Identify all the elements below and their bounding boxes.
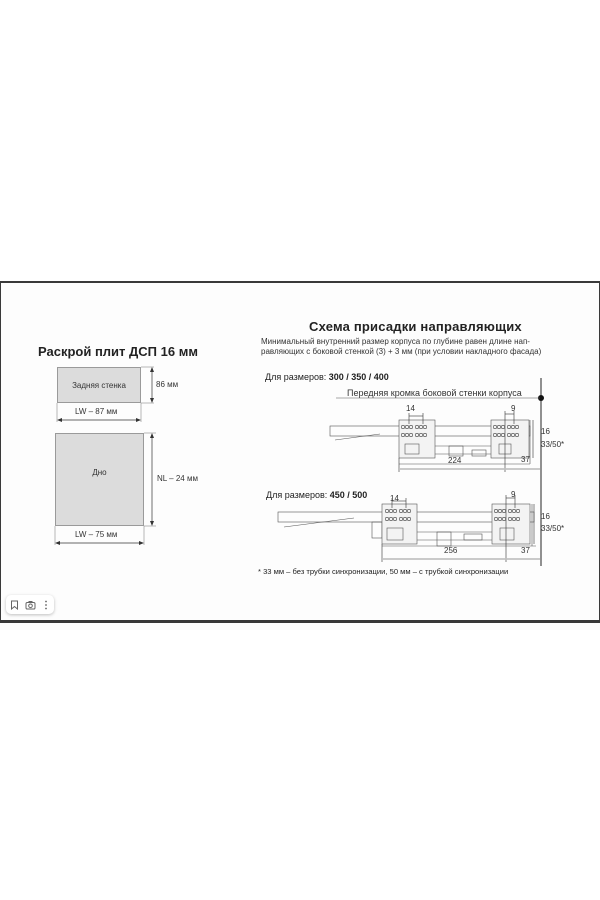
diagram2-dim-16: 16 (541, 512, 550, 521)
diagram1-sizes-prefix: Для размеров: (265, 372, 329, 382)
front-edge-underline (336, 396, 540, 400)
diagram2-sizes-value: 450 / 500 (329, 490, 368, 500)
diagram1-dim-14: 14 (406, 404, 415, 413)
drilling-scheme-title: Схема присадки направляющих (309, 319, 522, 334)
cutting-title: Раскрой плит ДСП 16 мм (38, 344, 198, 359)
bookmark-icon (10, 600, 19, 610)
diagram2-dim-14: 14 (390, 494, 399, 503)
runner-diagram-2 (274, 494, 540, 564)
back-panel-height-dim: 86 мм (156, 380, 179, 389)
diagram1-dim-37: 37 (521, 455, 530, 464)
more-options-button[interactable] (39, 598, 53, 612)
diagram1-dim-9: 9 (511, 404, 516, 413)
image-toolbar (6, 595, 54, 614)
diagram2-sizes-prefix: Для размеров: (266, 490, 330, 500)
front-edge-label: Передняя кромка боковой стенки корпуса (347, 388, 522, 398)
diagram1-sizes-label (265, 372, 389, 382)
footnote: * 33 мм – без трубки синхронизации, 50 мм – с трубкой синхронизации (258, 567, 509, 576)
diagram1-dim-224: 224 (448, 456, 462, 465)
diagram2-dim-33-50: 33/50* (541, 524, 565, 533)
bottom-panel-height-dim: NL – 24 мм (157, 474, 198, 483)
bottom-panel-width-dim: LW – 75 мм (75, 530, 118, 539)
back-panel-label: Задняя стенка (72, 380, 126, 390)
runner-diagram-1 (325, 402, 540, 472)
diagram2-dim-9: 9 (511, 490, 516, 499)
bookmark-button[interactable] (7, 598, 21, 612)
description-line-1: Минимальный внутренний размер корпуса по глубине равен длине нап- (261, 337, 530, 346)
diagram2-dim-37: 37 (521, 546, 530, 555)
more-vertical-icon (44, 600, 48, 610)
back-panel-width-dim: LW – 87 мм (75, 407, 118, 416)
screenshot-button[interactable] (23, 598, 37, 612)
bottom-panel-label: Дно (92, 468, 107, 477)
diagram2-dim-256: 256 (444, 546, 458, 555)
drilling-description (261, 337, 541, 357)
diagram1-dim-16: 16 (541, 427, 550, 436)
diagram1-dim-33-50: 33/50* (541, 440, 565, 449)
description-line-2: равляющих с боковой стенкой (3) + 3 мм (при условии накладного фасада) (261, 347, 542, 356)
diagram1-sizes-value: 300 / 350 / 400 (328, 372, 389, 382)
camera-icon (25, 600, 36, 610)
